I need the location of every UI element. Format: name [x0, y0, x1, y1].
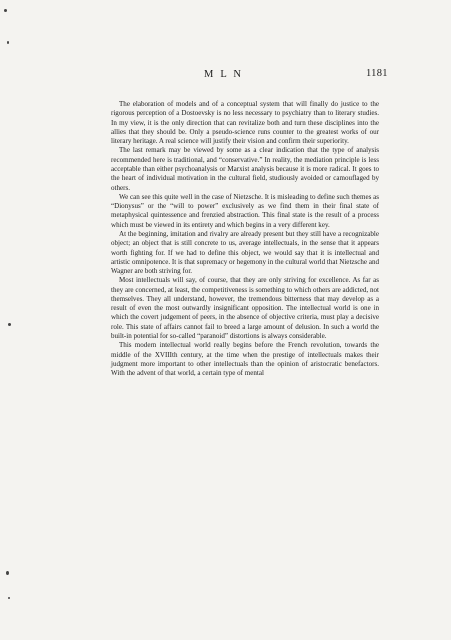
body-text [111, 100, 379, 378]
paragraph: This modern intellectual world really begins before the French revolution, towards the middle of the XVIIIth century, at the time when the prestige of intellectuals makes their judgment more important to other intellectuals than the opinion of aristocratic benefactors. With the advent of that world, a certain type of mental [111, 341, 379, 378]
paragraph: Most intellectuals will say, of course, that they are only striving for excellence. As far as they are concerned, at least, the competitiveness is something to which others are addicted, not themselves. They all understand, however, the tremendous bitterness that may develop as a result of even the most outwardly insignificant opposition. The intellectual world is one in which the covert judgement of peers, in the absence of objective criteria, must play a decisive role. This state of affairs cannot fail to breed a large amount of delusion. In such a world the built-in potential for so-called “paranoid” distortions is always considerable. [111, 276, 379, 341]
scan-speck [6, 571, 9, 575]
running-header-journal: M L N [204, 69, 244, 80]
page-number: 1181 [366, 68, 388, 79]
scan-speck [4, 9, 7, 12]
paragraph: At the beginning, imitation and rivalry are already present but they still have a recognizable object; an object that is still concrete to us, average intellectuals, in the sense that it appears worth fighting for. If we had to define this object, we would say that it is intellectual and artistic omnipotence. It is that supremacy or hegemony in the cultural world that Nietzsche and Wagner are both striving for. [111, 229, 379, 276]
scan-speck [8, 597, 10, 599]
paragraph: The elaboration of models and of a conceptual system that will finally do justice to the rigorous perception of a Dostoevsky is no less necessary to psychiatry than to literary studies. In my view, it is the only direction that can revitalize both and turn these disciplines into the allies that they should be. Only a pseudo-science runs counter to the greatest works of our literary heritage. A real science will justify their vision and confirm their superiority. [111, 100, 379, 146]
paragraph: We can see this quite well in the case of Nietzsche. It is misleading to define such themes as “Dionysus” or the “will to power” exclusively as we find them in their final state of metaphysical quintessence and frenzied abstraction. This final state is the result of a process which must be viewed in its entirety and which begins in a very different key. [111, 192, 379, 229]
scan-speck [8, 323, 11, 326]
scan-speck [7, 41, 9, 44]
paragraph: The last remark may be viewed by some as a clear indication that the type of analysis recommended here is traditional, and “conservative.” In reality, the mediation principle is less acceptable than either psychoanalysis or Marxist analysis because it is more radical. It goes to the heart of individual motivation in the cultural field, studiously avoided or camouflaged by others. [111, 146, 379, 192]
